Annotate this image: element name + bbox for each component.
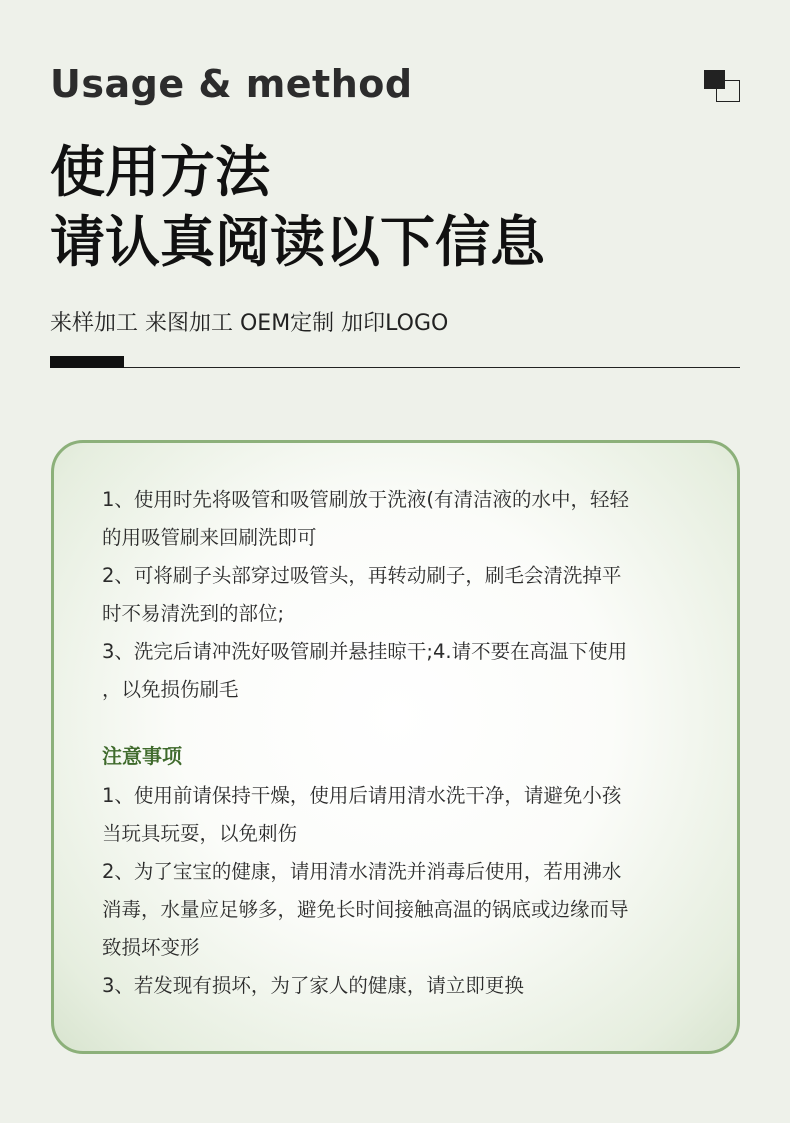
notice-line: 致损坏变形	[102, 936, 200, 959]
instructions-card	[51, 440, 740, 1054]
notice-line: 2、为了宝宝的健康，请用清水清洗并消毒后使用，若用沸水	[102, 860, 622, 883]
usage-line: 3、洗完后请冲洗好吸管刷并悬挂晾干;4.请不要在高温下使用	[102, 640, 628, 663]
service-tagline: 来样加工 来图加工 OEM定制 加印LOGO	[50, 311, 449, 336]
usage-line: 时不易清洗到的部位;	[102, 602, 285, 625]
usage-line: 1、使用时先将吸管和吸管刷放于洗液(有清洁液的水中，轻轻	[102, 488, 630, 511]
page-title-line-1: 使用方法	[50, 140, 271, 204]
notice-line: 当玩具玩耍，以免刺伤	[102, 822, 298, 845]
usage-line: ，以免损伤刷毛	[102, 678, 239, 701]
usage-line: 2、可将刷子头部穿过吸管头，再转动刷子，刷毛会清洗掉平	[102, 564, 622, 587]
notice-list	[102, 777, 702, 1005]
divider-line	[50, 367, 740, 368]
english-subtitle: Usage & method	[50, 62, 413, 106]
usage-line: 的用吸管刷来回刷洗即可	[102, 526, 317, 549]
instructions-card-body	[102, 481, 702, 1005]
notice-title: 注意事项	[102, 744, 182, 768]
overlapping-squares-icon	[704, 70, 740, 102]
notice-line: 3、若发现有损坏，为了家人的健康，请立即更换	[102, 974, 524, 997]
divider-accent-bar	[50, 356, 124, 368]
notice-line: 1、使用前请保持干燥，使用后请用清水洗干净，请避免小孩	[102, 784, 622, 807]
page-title-line-2: 请认真阅读以下信息	[50, 210, 546, 274]
notice-line: 消毒，水量应足够多，避免长时间接触高温的锅底或边缘而导	[102, 898, 629, 921]
usage-steps	[102, 481, 702, 709]
